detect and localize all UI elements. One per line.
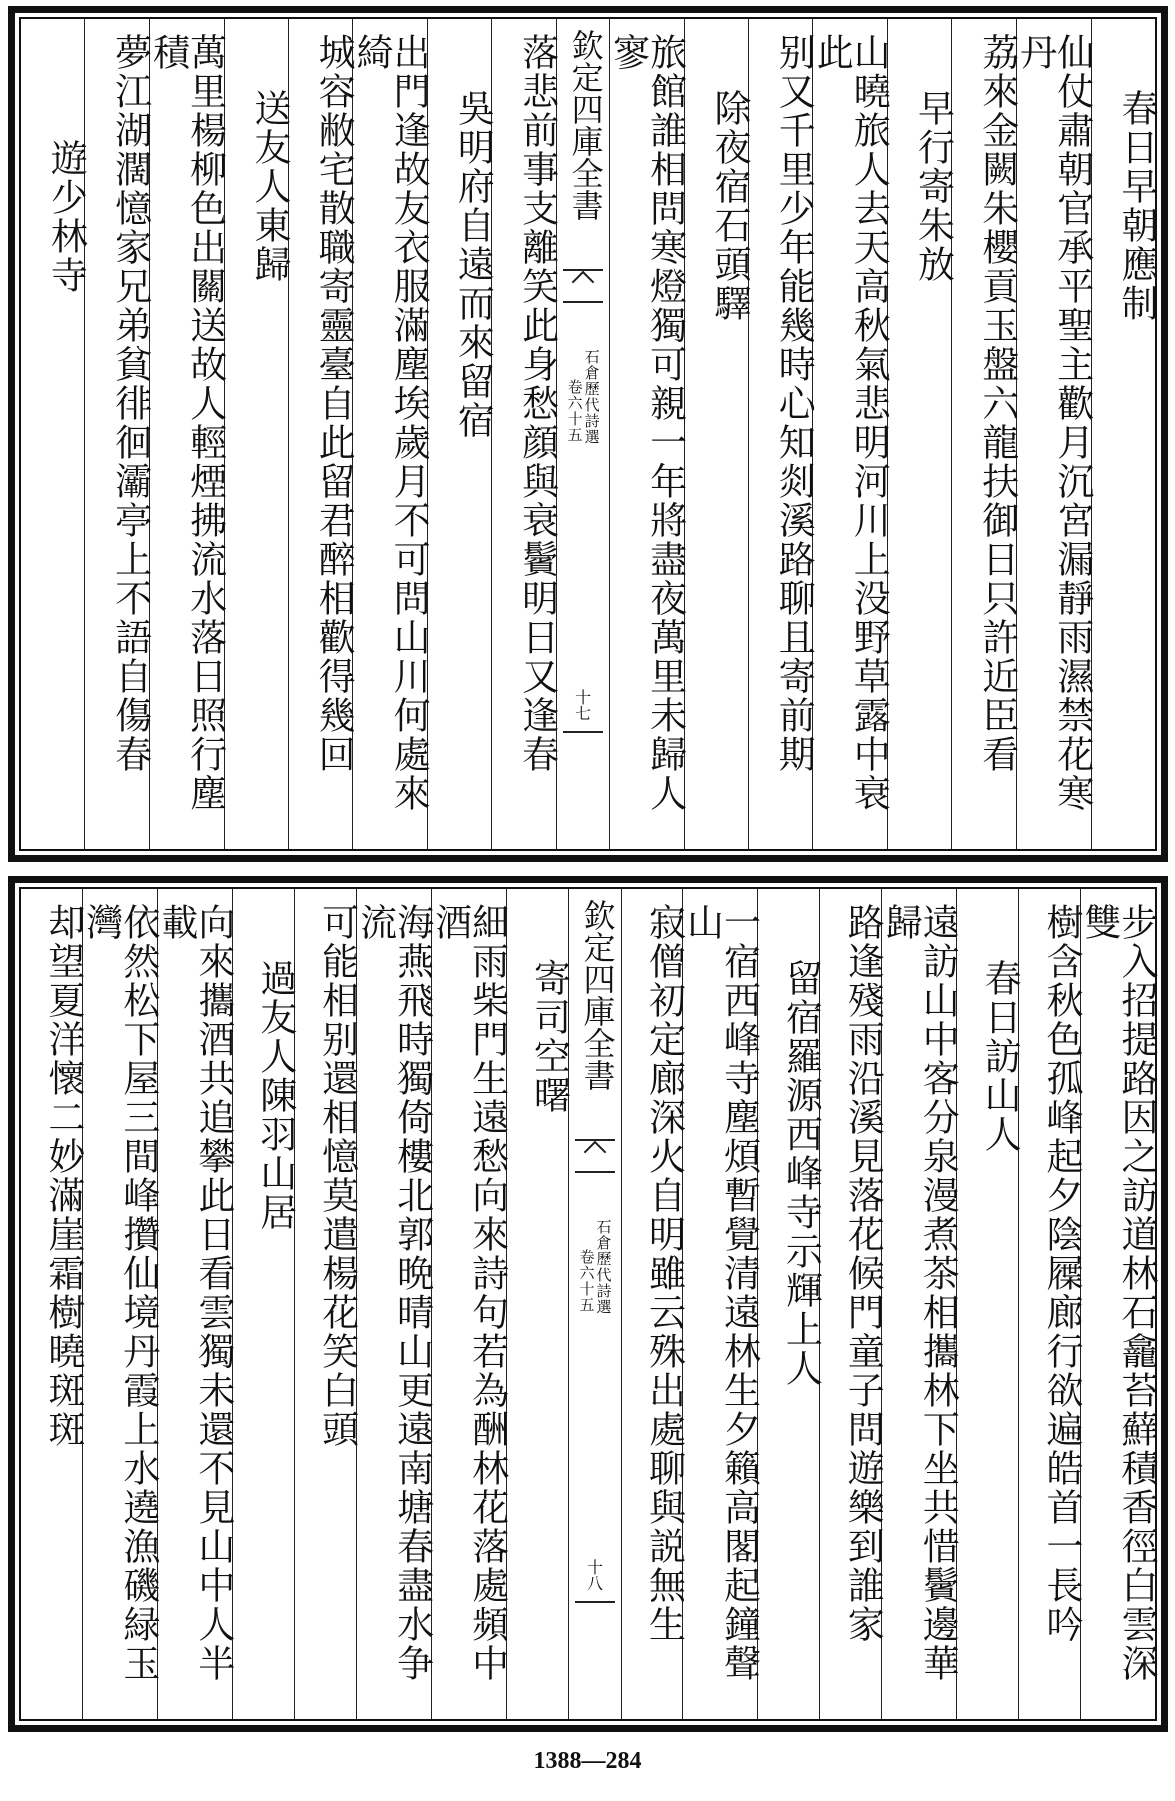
column (1013, 19, 1094, 849)
leaf-number: 十七 (572, 689, 592, 721)
column (887, 19, 955, 849)
column (810, 19, 891, 849)
column (819, 889, 885, 1719)
column (232, 889, 297, 1719)
column (956, 889, 1022, 1719)
poem-line: 細雨柴門生遠愁向來詩句若為酬林花落處頻中酒 (428, 903, 509, 1683)
poem-line: 樹含秋色孤峰起夕陰屧廊行欲遍皓首一長吟 (1040, 903, 1083, 1644)
column (757, 889, 823, 1719)
column (224, 19, 291, 849)
poem-title: 過友人陳羽山居 (253, 959, 297, 1232)
poem-title: 早行寄朱放 (911, 89, 955, 284)
poem-line: 步入招提路因之訪道林石龕苔蘚積香徑白雲深雙 (1078, 903, 1158, 1683)
column (427, 19, 495, 849)
column (350, 19, 431, 849)
poem-line: 城容敝宅散職寄靈臺自此留君醉相歡得幾回 (312, 33, 356, 774)
source-title: 石倉歷代詩選 (582, 349, 601, 445)
column (684, 19, 751, 849)
fish-tail-mark (563, 269, 603, 303)
poem-line: 荔來金闕朱櫻貢玉盤六龍扶御日只許近臣看 (975, 33, 1019, 774)
poem-line: 遠訪山中客分泉漫煮茶相攜林下坐共惜鬢邊華歸 (879, 903, 960, 1683)
book-title: 欽定四庫全書 (578, 899, 617, 1091)
column (606, 19, 687, 849)
center-fold (556, 19, 609, 849)
column (146, 19, 227, 849)
poem-title: 除夜宿石頭驛 (707, 89, 751, 323)
column (951, 19, 1019, 849)
column (506, 889, 571, 1719)
poem-line: 出門逢故友衣服滿塵埃歲月不可問山川何處來綺 (350, 33, 431, 813)
poem-line: 却望夏洋懷二妙滿崖霜樹曉斑斑 (41, 903, 85, 1449)
poem-title: 春日早朝應制 (1115, 89, 1158, 323)
column (621, 889, 686, 1719)
poem-line: 别又千里少年能幾時心知剡溪路聊且寄前期 (772, 33, 816, 774)
poem-title: 吳明府自遠而來留宿 (451, 89, 495, 440)
column (1078, 889, 1158, 1719)
volume-number: 卷六十五 (565, 379, 584, 443)
poem-line: 仙仗肅朝官承平聖主歡月沉宮漏靜雨濕禁花寒丹 (1013, 33, 1094, 813)
poem-line: 海燕飛時獨倚樓北郭晩晴山更遠南塘春盡水争流 (353, 903, 434, 1683)
poem-title: 送友人東歸 (247, 89, 291, 284)
column (79, 889, 160, 1719)
poem-line: 依然松下屋三間峰攢仙境丹霞上水遶漁磯緑玉灣 (79, 903, 160, 1683)
page-number: 1388—284 (533, 1748, 642, 1774)
poem-line: 可能相别還相憶莫遣楊花笑白頭 (315, 903, 359, 1449)
poem-line: 落悲前事支離笑此身愁顔與衰鬢明日又逢春 (515, 33, 559, 774)
poem-line: 夢江湖濶憶家兄弟貧徘徊灞亭上不語自傷春 (108, 33, 152, 774)
poem-line: 萬里楊柳色出關送故人輕煙拂流水落日照行塵積 (146, 33, 227, 813)
fold-rule (563, 731, 603, 733)
column (294, 889, 359, 1719)
poem-line: 寂僧初定廊深火自明雖云殊出處聊與説無生 (642, 903, 686, 1644)
column (1018, 889, 1083, 1719)
poem-title: 留宿羅源西峰寺示輝上人 (779, 959, 823, 1388)
column (154, 889, 235, 1719)
lower-page-columns (19, 887, 1157, 1721)
column (288, 19, 356, 849)
upper-page (8, 6, 1168, 862)
lower-page (8, 876, 1168, 1732)
poem-title: 寄司空曙 (527, 959, 571, 1115)
poem-line: 一宿西峰寺塵煩暫覺清遠林生夕籟高閣起鐘聲山 (680, 903, 761, 1683)
source-title: 石倉歷代詩選 (594, 1219, 613, 1315)
column (680, 889, 761, 1719)
column (428, 889, 509, 1719)
column (491, 19, 559, 849)
center-fold (568, 889, 621, 1719)
column (21, 19, 88, 849)
column (84, 19, 152, 849)
poem-line: 向來攜酒共追攀此日看雲獨未還不見山中人半載 (154, 903, 235, 1683)
column (748, 19, 816, 849)
column (1091, 19, 1158, 849)
leaf-number: 十八 (584, 1559, 604, 1591)
poem-line: 路逢殘雨沿溪見落花候門童子問遊樂到誰家 (841, 903, 885, 1644)
volume-number: 卷六十五 (577, 1249, 596, 1313)
fish-tail-mark (575, 1139, 615, 1173)
poem-title: 春日訪山人 (978, 959, 1022, 1154)
poem-title: 遊少林寺 (44, 139, 88, 295)
poem-line: 山曉旅人去天高秋氣悲明河川上没野草露中衰此 (810, 33, 891, 813)
column (21, 889, 85, 1719)
fold-rule (575, 1601, 615, 1603)
column (879, 889, 960, 1719)
column (353, 889, 434, 1719)
upper-page-columns (19, 17, 1157, 851)
book-title: 欽定四庫全書 (566, 29, 605, 221)
poem-line: 旅館誰相問寒燈獨可親一年將盡夜萬里未歸人寥 (606, 33, 687, 813)
